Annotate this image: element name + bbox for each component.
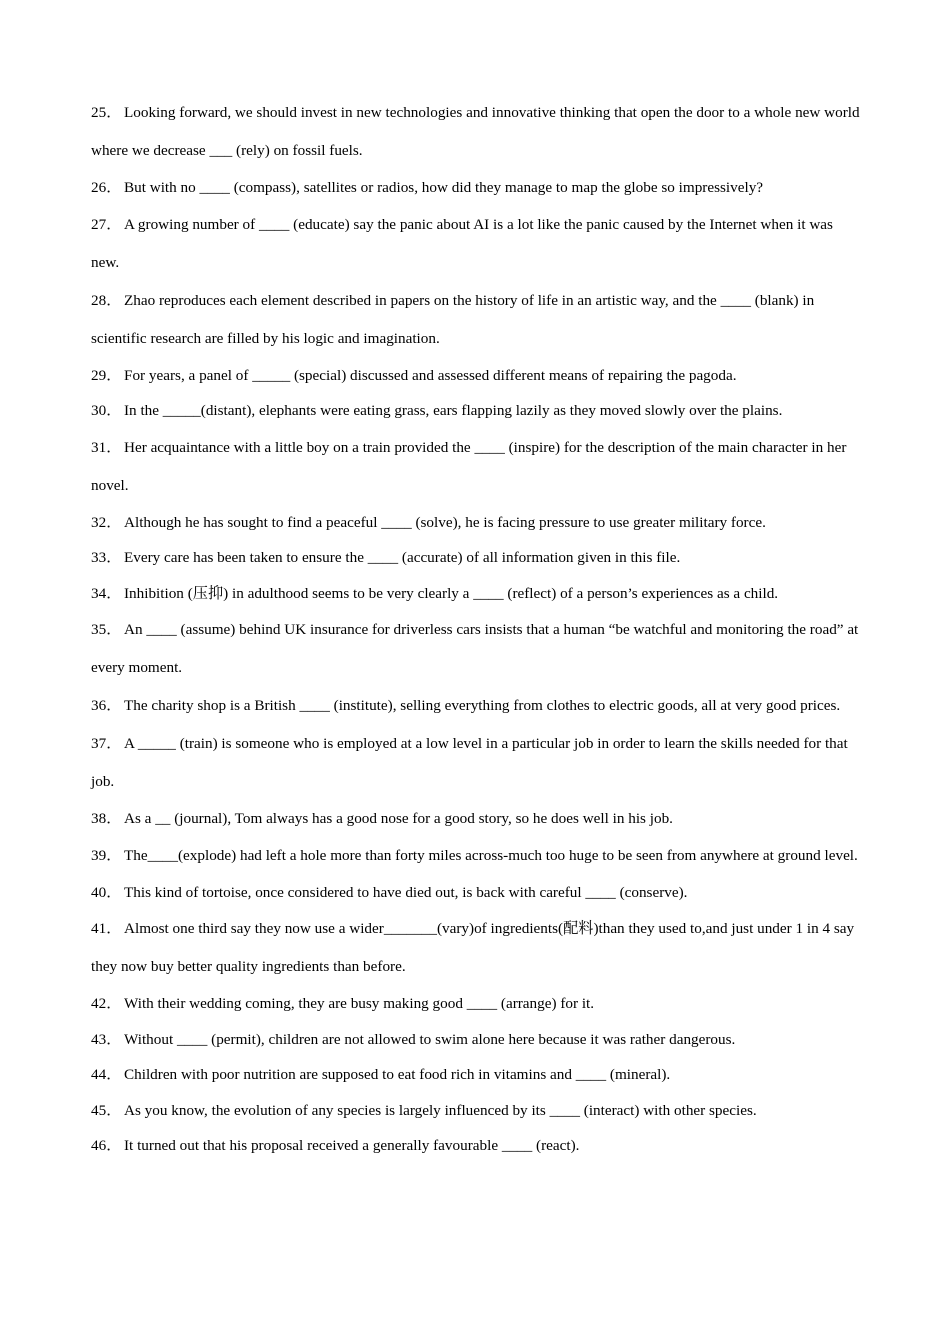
question-item [91, 393, 861, 429]
question-item [91, 505, 861, 541]
question-text: Although he has sought to find a peaceful ____ (solve), he is facing pressure to use greater military force. [124, 513, 766, 531]
question-text: A growing number of ____ (educate) say the panic about AI is a lot like the panic caused by the Internet when it was new. [91, 215, 833, 271]
question-number: 39． [91, 846, 122, 864]
question-text: Her acquaintance with a little boy on a train provided the ____ (inspire) for the description of the main character in her novel. [91, 438, 847, 494]
question-item [91, 282, 861, 358]
question-item [91, 801, 861, 837]
worksheet-page [91, 94, 861, 1164]
question-number: 32． [91, 513, 122, 531]
question-item [91, 611, 861, 687]
question-item [91, 358, 861, 394]
question-text: Every care has been taken to ensure the ____ (accurate) of all information given in this file. [124, 549, 681, 566]
question-text: Looking forward, we should invest in new technologies and innovative thinking that open the door to a whole new world where we decrease ___ (rely) on fossil fuels. [91, 104, 860, 159]
question-text: A _____ (train) is someone who is employed at a low level in a particular job in order to learn the skills needed for that job. [91, 735, 848, 790]
question-text: It turned out that his proposal received a generally favourable ____ (react). [124, 1137, 580, 1154]
question-number: 30． [91, 402, 122, 419]
question-text: Without ____ (permit), children are not allowed to swim alone here because it was rather dangerous. [124, 1030, 736, 1048]
question-item [91, 725, 861, 801]
question-item [91, 986, 861, 1022]
question-number: 35． [91, 621, 122, 638]
question-item [91, 540, 861, 576]
question-number: 40． [91, 883, 122, 901]
question-number: 37． [91, 735, 122, 752]
question-number: 42． [91, 995, 122, 1012]
question-item [91, 429, 861, 505]
question-item [91, 837, 861, 875]
question-item [91, 206, 861, 282]
question-number: 29． [91, 366, 122, 384]
question-number: 27． [91, 215, 122, 233]
question-number: 38． [91, 810, 122, 827]
question-text: The charity shop is a British ____ (institute), selling everything from clothes to electric goods, all at very good prices. [124, 697, 841, 714]
question-number: 41． [91, 920, 122, 937]
question-text: But with no ____ (compass), satellites or radios, how did they manage to map the globe so impressively? [124, 179, 764, 196]
question-text: This kind of tortoise, once considered to have died out, is back with careful ____ (conserve). [124, 883, 688, 901]
question-number: 34． [91, 584, 122, 602]
question-text: Inhibition (压抑) in adulthood seems to be very clearly a ____ (reflect) of a person’s experiences as a child. [124, 584, 779, 602]
question-item [91, 1057, 861, 1093]
question-item [91, 1128, 861, 1164]
question-number: 45． [91, 1101, 122, 1119]
question-number: 25． [91, 104, 122, 121]
question-number: 36． [91, 697, 122, 714]
question-text: In the _____(distant), elephants were eating grass, ears flapping lazily as they moved slowly over the plains. [124, 402, 783, 419]
question-text: As you know, the evolution of any species is largely influenced by its ____ (interact) with other species. [124, 1101, 757, 1119]
question-item [91, 1022, 861, 1058]
question-item [91, 875, 861, 911]
question-text: Almost one third say they now use a wider_______(vary)of ingredients(配料)than they used to,and just under 1 in 4 say they now buy better quality ingredients than before. [91, 920, 855, 975]
question-number: 28． [91, 291, 122, 309]
question-text: For years, a panel of _____ (special) discussed and assessed different means of repairing the pagoda. [124, 366, 737, 384]
question-number: 44． [91, 1066, 122, 1083]
question-text: An ____ (assume) behind UK insurance for driverless cars insists that a human “be watchful and monitoring the road” at every moment. [91, 621, 859, 676]
question-text: The____(explode) had left a hole more than forty miles across-much too huge to be seen from anywhere at ground level. [124, 846, 858, 864]
question-text: With their wedding coming, they are busy making good ____ (arrange) for it. [124, 995, 595, 1012]
question-item [91, 170, 861, 206]
question-number: 46． [91, 1137, 122, 1154]
question-number: 26． [91, 179, 122, 196]
question-number: 33． [91, 549, 122, 566]
question-item [91, 576, 861, 612]
question-text: Children with poor nutrition are supposed to eat food rich in vitamins and ____ (mineral). [124, 1066, 671, 1083]
question-item [91, 94, 861, 170]
question-item [91, 910, 861, 986]
question-item [91, 687, 861, 725]
question-number: 31． [91, 438, 122, 456]
question-text: Zhao reproduces each element described in papers on the history of life in an artistic way, and the ____ (blank) in scientific research are filled by his logic and imagination. [91, 291, 815, 347]
question-item [91, 1093, 861, 1129]
question-text: As a __ (journal), Tom always has a good nose for a good story, so he does well in his job. [124, 810, 673, 827]
question-number: 43． [91, 1030, 122, 1048]
